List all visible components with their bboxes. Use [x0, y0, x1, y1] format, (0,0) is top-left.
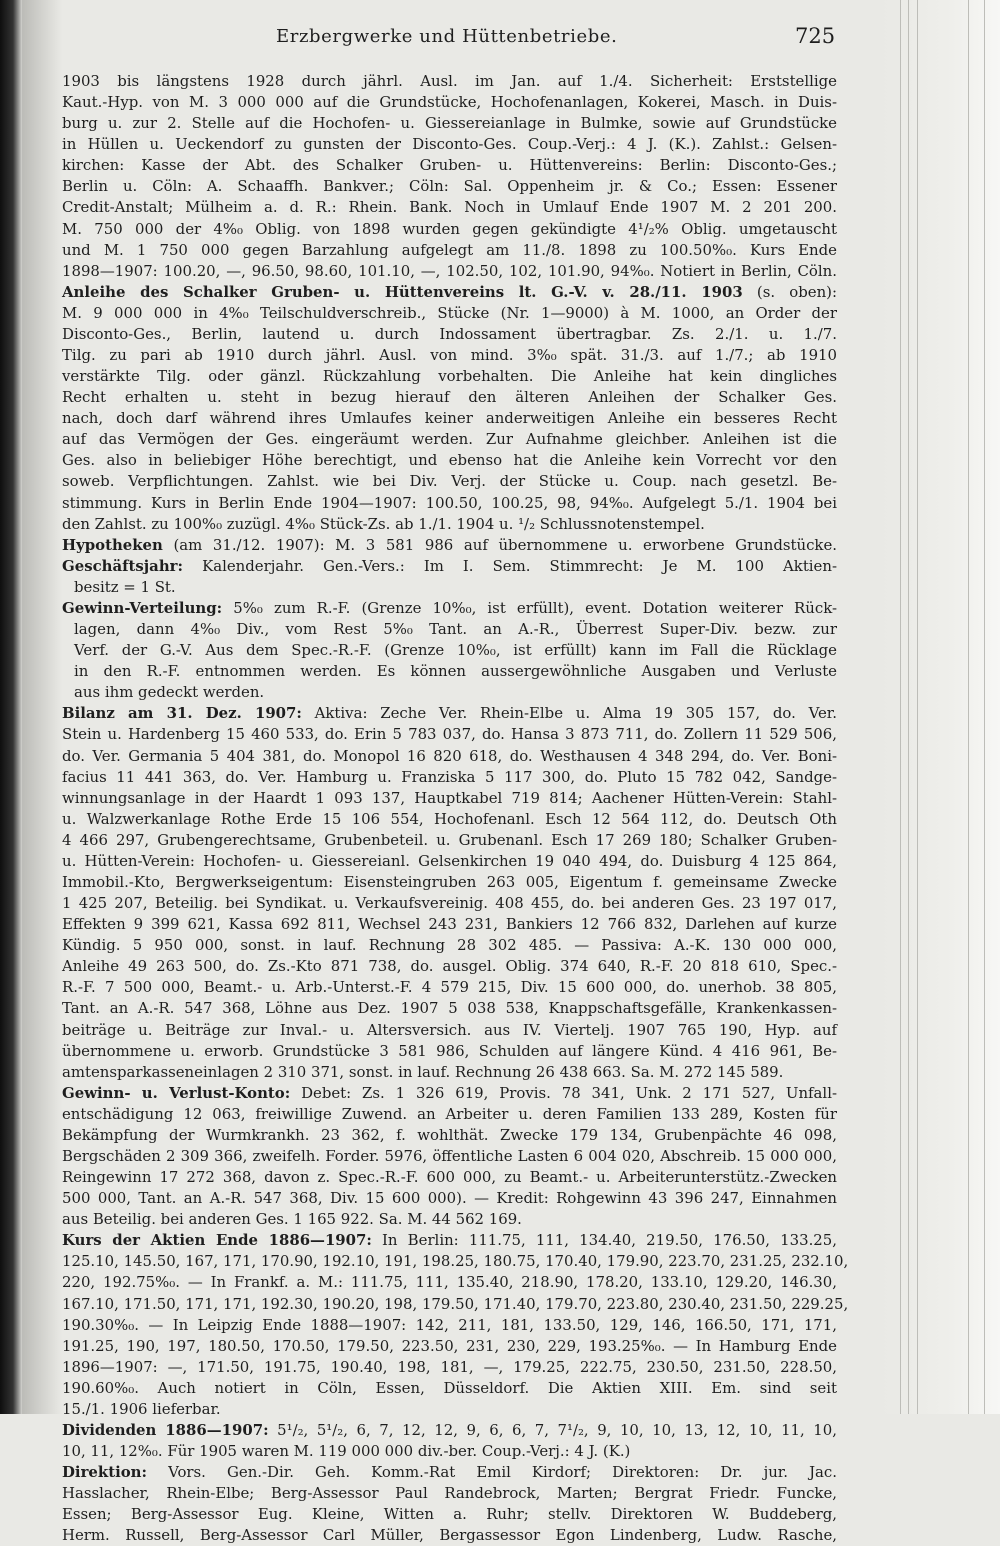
- text-line: 190.60%₀. Auch notiert in Cöln, Essen, Düsseldorf. Die Aktien XIII. Em. sind seit: [62, 1378, 837, 1397]
- text-line: facius 11 441 363, do. Ver. Hamburg u. Franziska 5 117 300, do. Pluto 15 782 042, Sandge-: [62, 767, 837, 786]
- text-line: Ges. also in beliebiger Höhe berechtigt, und ebenso hat die Anleihe kein Vorrecht vor den: [62, 451, 837, 470]
- text-line: Verf. der G.-V. Aus dem Spec.-R.-F. (Grenze 10%₀, ist erfüllt) kann im Fall die Rücklage: [74, 641, 837, 660]
- text-line: 1898—1907: 100.20, —, 96.50, 98.60, 101.10, —, 102.50, 102, 101.90, 94%₀. Notiert in Berlin, Cöln.: [62, 261, 837, 280]
- text-line: Anleihe des Schalker Gruben- u. Hüttenvereins lt. G.-V. v. 28./11. 1903 (s. oben):: [62, 282, 837, 301]
- text-line: Stein u. Hardenberg 15 460 533, do. Erin 5 783 037, do. Hansa 3 873 711, do. Zollern 11 529 506,: [62, 725, 837, 744]
- text-line: Disconto-Ges., Berlin, lautend u. durch Indossament übertragbar. Zs. 2./1. u. 1./7.: [62, 324, 837, 343]
- gutter-shadow: [22, 0, 62, 1414]
- text-line: Tilg. zu pari ab 1910 durch jährl. Ausl. von mind. 3%₀ spät. 31./3. auf 1./7.; ab 1910: [62, 346, 837, 365]
- text-line: Recht erhalten u. steht in bezug hierauf den älteren Anleihen der Schalker Ges.: [62, 388, 837, 407]
- text-line: Reingewinn 17 272 368, davon z. Spec.-R.-F. 600 000, zu Beamt.- u. Arbeiterunterstütz.-Zwecken: [62, 1168, 837, 1187]
- text-line: den Zahlst. zu 100%₀ zuzügl. 4%₀ Stück-Zs. ab 1./1. 1904 u. ¹/₂ Schlussnotenstempel.: [62, 514, 705, 533]
- text-line: kirchen: Kasse der Abt. des Schalker Gruben- u. Hüttenvereins: Berlin: Disconto-Ges.;: [62, 156, 837, 175]
- section-heading: Kurs der Aktien Ende 1886—1907:: [62, 1231, 372, 1250]
- text-line: Credit-Anstalt; Mülheim a. d. R.: Rhein. Bank. Noch in Umlauf Ende 1907 M. 2 201 200.: [62, 198, 837, 217]
- text-line: 10, 11, 12%₀. Für 1905 waren M. 119 000 000 div.-ber. Coup.-Verj.: 4 J. (K.): [62, 1442, 631, 1461]
- text-line: 15./1. 1906 lieferbar.: [62, 1399, 221, 1418]
- text-line: Bilanz am 31. Dez. 1907: Aktiva: Zeche Ver. Rhein-Elbe u. Alma 19 305 157, do. Ver.: [62, 704, 837, 723]
- text-line: amtensparkasseneinlagen 2 310 371, sonst. in lauf. Rechnung 26 438 663. Sa. M. 272 145 589.: [62, 1062, 784, 1081]
- text-line: übernommene u. erworb. Grundstücke 3 581 986, Schulden auf längere Künd. 4 416 961, Be-: [62, 1041, 837, 1060]
- page-body-text: [62, 71, 849, 1546]
- text-line: 191.25, 190, 197, 180.50, 170.50, 179.50, 223.50, 231, 230, 229, 193.25%₀. — In Hamburg Ende: [62, 1336, 837, 1355]
- text-line: aus Beteilig. bei anderen Ges. 1 165 922. Sa. M. 44 562 169.: [62, 1210, 522, 1229]
- text-line: 500 000, Tant. an A.-R. 547 368, Div. 15 600 000). — Kredit: Rohgewinn 43 396 247, Einnahmen: [62, 1189, 837, 1208]
- text-line: Essen; Berg-Assessor Eug. Kleine, Witten a. Ruhr; stellv. Direktoren W. Buddeberg,: [62, 1505, 837, 1524]
- text-line: Bekämpfung der Wurmkrankh. 23 362, f. wohlthät. Zwecke 179 134, Grubenpächte 46 098,: [62, 1125, 837, 1144]
- text-line: Kurs der Aktien Ende 1886—1907: In Berlin: 111.75, 111, 134.40, 219.50, 176.50, 133.25,: [62, 1231, 837, 1250]
- section-heading: Gewinn-Verteilung:: [62, 598, 223, 617]
- text-line: in den R.-F. entnommen werden. Es können aussergewöhnliche Ausgaben und Verluste: [74, 662, 837, 681]
- text-line: Effekten 9 399 621, Kassa 692 811, Wechsel 243 231, Bankiers 12 766 832, Darlehen auf kurze: [62, 915, 837, 934]
- text-line: u. Walzwerkanlage Rothe Erde 15 106 554, Hochofenanl. Esch 12 564 112, do. Deutsch Oth: [62, 809, 837, 828]
- text-line: Geschäftsjahr: Kalenderjahr. Gen.-Vers.: Im I. Sem. Stimmrecht: Je M. 100 Aktien-: [62, 556, 837, 575]
- text-line: Dividenden 1886—1907: 5¹/₂, 5¹/₂, 6, 7, 12, 12, 9, 6, 6, 7, 7¹/₂, 9, 10, 10, 13, 12, 10, 11, 10,: [62, 1421, 837, 1439]
- text-line: M. 750 000 der 4%₀ Oblig. von 1898 wurden gegen gekündigte 4¹/₂% Oblig. umgetauscht: [62, 219, 837, 238]
- section-heading: Anleihe des Schalker Gruben- u. Hüttenvereins lt. G.-V. v. 28./11. 1903: [62, 282, 743, 301]
- text-line: Kündig. 5 950 000, sonst. in lauf. Rechnung 28 302 485. — Passiva: A.-K. 130 000 000,: [62, 936, 837, 955]
- text-line: 125.10, 145.50, 167, 171, 170.90, 192.10, 191, 198.25, 180.75, 170.40, 179.90, 223.70, 231.25, 232.10,: [62, 1252, 849, 1271]
- book-binding-shadow: [0, 0, 22, 1414]
- page-edge-stack: [880, 0, 1000, 1414]
- text-line: Gewinn- u. Verlust-Konto: Debet: Zs. 1 326 619, Provis. 78 341, Unk. 2 171 527, Unfall-: [62, 1083, 837, 1102]
- text-line: Bergschäden 2 309 366, zweifelh. Forder. 5976, öffentliche Lasten 6 004 020, Abschreib. 15 000 000,: [62, 1146, 837, 1165]
- text-line: Hasslacher, Rhein-Elbe; Berg-Assessor Paul Randebrock, Marten; Bergrat Friedr. Funcke,: [62, 1484, 837, 1503]
- text-line: 1896—1907: —, 171.50, 191.75, 190.40, 198, 181, —, 179.25, 222.75, 230.50, 231.50, 228.50,: [62, 1357, 837, 1376]
- section-heading: Dividenden 1886—1907:: [62, 1421, 269, 1439]
- text-line: Herm. Russell, Berg-Assessor Carl Müller, Bergassessor Egon Lindenberg, Ludw. Rasche,: [62, 1526, 837, 1545]
- text-line: lagen, dann 4%₀ Div., vom Rest 5%₀ Tant. an A.-R., Überrest Super-Div. bezw. zur: [74, 620, 837, 639]
- text-line: 1903 bis längstens 1928 durch jährl. Ausl. im Jan. auf 1./4. Sicherheit: Erststellige: [62, 72, 837, 90]
- text-line: Tant. an A.-R. 547 368, Löhne aus Dez. 1907 5 038 538, Knappschaftsgefälle, Krankenkassen-: [62, 999, 837, 1018]
- running-head: Erzbergwerke und Hüttenbetriebe.: [276, 26, 618, 47]
- section-heading: Geschäftsjahr:: [62, 556, 183, 575]
- page-number: 725: [795, 24, 836, 48]
- text-line: Gewinn-Verteilung: 5%₀ zum R.-F. (Grenze 10%₀, ist erfüllt), event. Dotation weiterer Rück-: [62, 598, 837, 617]
- section-heading: Gewinn- u. Verlust-Konto:: [62, 1083, 291, 1102]
- text-line: 167.10, 171.50, 171, 171, 192.30, 190.20, 198, 179.50, 171.40, 179.70, 223.80, 230.40, 231.50, 229.25,: [62, 1294, 849, 1313]
- text-line: beiträge u. Beiträge zur Inval.- u. Altersversich. aus IV. Viertelj. 1907 765 190, Hyp. auf: [62, 1020, 837, 1039]
- text-line: Direktion: Vors. Gen.-Dir. Geh. Komm.-Rat Emil Kirdorf; Direktoren: Dr. jur. Jac.: [62, 1463, 837, 1482]
- text-line: nach, doch darf während ihres Umlaufes keiner anderweitigen Anleihe ein besseres Recht: [62, 409, 837, 428]
- text-line: do. Ver. Germania 5 404 381, do. Monopol 16 820 618, do. Westhausen 4 348 294, do. Ver. Boni-: [62, 746, 837, 765]
- text-line: 1 425 207, Beteilig. bei Syndikat. u. Verkaufsvereinig. 408 455, do. bei anderen Ges. 23 197 017,: [62, 894, 837, 913]
- text-line: besitz = 1 St.: [74, 577, 176, 596]
- text-line: Anleihe 49 263 500, do. Zs.-Kto 871 738, do. ausgel. Oblig. 374 640, R.-F. 20 818 610, Spec.-: [62, 957, 837, 976]
- text-line: soweb. Verpflichtungen. Zahlst. wie bei Div. Verj. der Stücke u. Coup. nach gesetzl. Be-: [62, 472, 837, 491]
- text-line: Hypotheken (am 31./12. 1907): M. 3 581 986 auf übernommene u. erworbene Grundstücke.: [62, 535, 837, 554]
- text-line: Berlin u. Cöln: A. Schaaffh. Bankver.; Cöln: Sal. Oppenheim jr. & Co.; Essen: Essener: [62, 177, 837, 196]
- text-line: in Hüllen u. Ueckendorf zu gunsten der Disconto-Ges. Coup.-Verj.: 4 J. (K.). Zahlst.: Gelsen-: [62, 135, 837, 154]
- text-line: aus ihm gedeckt werden.: [74, 683, 265, 702]
- text-line: M. 9 000 000 in 4%₀ Teilschuldverschreib., Stücke (Nr. 1—9000) à M. 1000, an Order der: [62, 303, 837, 322]
- text-line: auf das Vermögen der Ges. eingeräumt werden. Zur Aufnahme gleichber. Anleihen ist die: [62, 430, 837, 449]
- text-line: entschädigung 12 063, freiwillige Zuwend. an Arbeiter u. deren Familien 133 289, Kosten für: [62, 1104, 837, 1123]
- text-line: 4 466 297, Grubengerechtsame, Grubenbeteil. u. Grubenanl. Esch 17 269 180; Schalker Gruben-: [62, 830, 837, 849]
- text-line: u. Hütten-Verein: Hochofen- u. Giessereianl. Gelsenkirchen 19 040 494, do. Duisburg 4 125 864,: [62, 851, 837, 870]
- text-line: und M. 1 750 000 gegen Barzahlung aufgelegt am 11./8. 1898 zu 100.50%₀. Kurs Ende: [62, 240, 837, 259]
- text-line: Kaut.-Hyp. von M. 3 000 000 auf die Grundstücke, Hochofenanlagen, Kokerei, Masch. in Duis-: [62, 93, 837, 112]
- text-line: Immobil.-Kto, Bergwerkseigentum: Eisensteingruben 263 005, Eigentum f. gemeinsame Zwecke: [62, 872, 837, 891]
- text-line: 220, 192.75%₀. — In Frankf. a. M.: 111.75, 111, 135.40, 218.90, 178.20, 133.10, 129.20, 146.30,: [62, 1273, 837, 1292]
- text-line: stimmung. Kurs in Berlin Ende 1904—1907: 100.50, 100.25, 98, 94%₀. Aufgelegt 5./1. 1904 bei: [62, 493, 837, 512]
- text-line: 190.30%₀. — In Leipzig Ende 1888—1907: 142, 211, 181, 133.50, 129, 146, 166.50, 171, 171,: [62, 1315, 837, 1334]
- text-line: winnungsanlage in der Haardt 1 093 137, Hauptkabel 719 814; Aachener Hütten-Verein: Stahl-: [62, 788, 837, 807]
- text-line: burg u. zur 2. Stelle auf die Hochofen- u. Giessereianlage in Bulmke, sowie auf Grundstücke: [62, 114, 837, 133]
- section-heading: Direktion:: [62, 1463, 147, 1482]
- text-line: verstärkte Tilg. oder gänzl. Rückzahlung vorbehalten. Die Anleihe hat kein dingliches: [62, 367, 837, 386]
- text-line: R.-F. 7 500 000, Beamt.- u. Arb.-Unterst.-F. 4 579 215, Div. 15 600 000, do. unerhob. 38 805,: [62, 978, 837, 997]
- section-heading: Bilanz am 31. Dez. 1907:: [62, 704, 302, 723]
- section-heading: Hypotheken: [62, 535, 163, 554]
